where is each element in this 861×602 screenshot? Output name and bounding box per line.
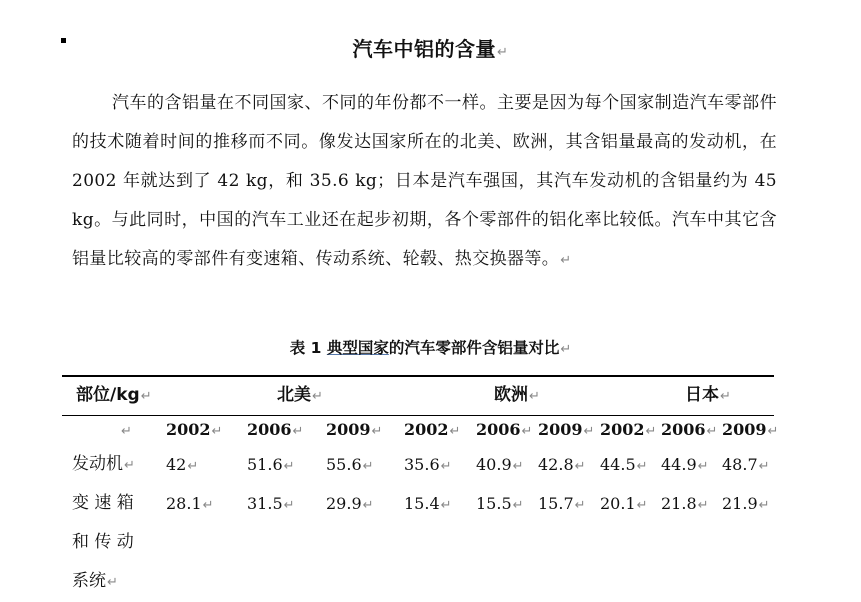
- table-cell: 15.5↵: [476, 494, 524, 513]
- table-cell: 15.4↵: [404, 494, 452, 513]
- table-cell: 21.9↵: [722, 494, 770, 513]
- caption-underlined-term: 典型国家: [326, 339, 389, 357]
- year-header-cell: 2006↵: [476, 420, 533, 439]
- year-header-cell: 2002↵: [600, 420, 657, 439]
- table-cell: 42↵: [166, 455, 199, 474]
- paragraph-mark: ↵: [497, 45, 509, 60]
- year-header-cell: 2006↵: [247, 420, 304, 439]
- header-region-eu: 欧洲↵: [494, 385, 540, 405]
- year-header-cell: 2002↵: [404, 420, 461, 439]
- header-region-jp: 日本↵: [685, 385, 731, 405]
- table-cell: 21.8↵: [661, 494, 709, 513]
- document-title: 汽车中铝的含量↵: [352, 37, 509, 61]
- header-region-na: 北美↵: [277, 385, 323, 405]
- body-paragraph: 汽车的含铝量在不同国家、不同的年份都不一样。主要是因为每个国家制造汽车零部件的技术随着时间的推移而不同。像发达国家所在的北美、欧洲，其含铝量最高的发动机，在 2002 年就达到了 42 kg，和 35.6 kg；日本是汽车强国，其汽车发动机的含铝量约为 45 kg。与此同时，中国的汽车工业还在起步初期，各个零部件的铝化率比较低。汽车中其它含铝量比较高的零部件有变速箱、传动系统、轮毂、热交换器等。↵: [72, 93, 777, 269]
- table-cell: 44.9↵: [661, 455, 709, 474]
- table-cell: 51.6↵: [247, 455, 295, 474]
- table-cell: 31.5↵: [247, 494, 295, 513]
- year-header-cell: 2002↵: [166, 420, 223, 439]
- row-label-transmission: 变 速 箱 和 传 动 系统↵: [72, 493, 134, 591]
- year-header-cell: 2009↵: [538, 420, 595, 439]
- year-header-cell: 2009↵: [326, 420, 383, 439]
- table-cell: 48.7↵: [722, 455, 770, 474]
- year-header-cell: 2009↵: [722, 420, 779, 439]
- table-cell: 28.1↵: [166, 494, 214, 513]
- paragraph-mark: ↵: [560, 342, 572, 357]
- table-cell: 42.8↵: [538, 455, 586, 474]
- row-label-engine: 发动机↵: [72, 454, 135, 474]
- empty-cell-mark: ↵: [121, 424, 132, 439]
- table-cell: 35.6↵: [404, 455, 452, 474]
- paragraph-mark: ↵: [560, 253, 572, 268]
- table-cell: 44.5↵: [600, 455, 648, 474]
- table-top-rule: [62, 375, 774, 377]
- table-cell: 55.6↵: [326, 455, 374, 474]
- header-part: 部位/kg↵: [76, 385, 152, 405]
- table-header-rule: [62, 415, 774, 416]
- table-cell: 15.7↵: [538, 494, 586, 513]
- table-caption: 表 1 典型国家的汽车零部件含铝量对比↵: [289, 339, 572, 357]
- year-header-cell: 2006↵: [661, 420, 718, 439]
- table-cell: 40.9↵: [476, 455, 524, 474]
- table-cell: 29.9↵: [326, 494, 374, 513]
- table-cell: 20.1↵: [600, 494, 648, 513]
